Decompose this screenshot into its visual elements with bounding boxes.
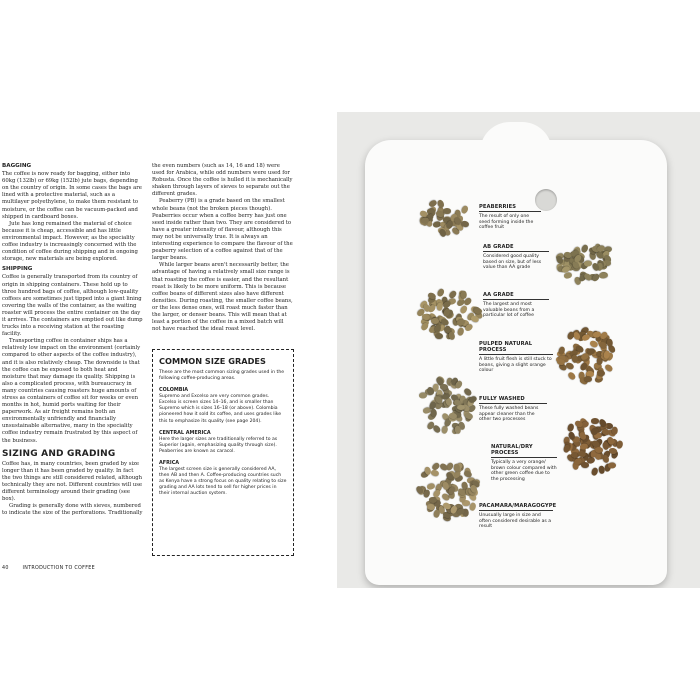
- coffee-bean: [419, 393, 427, 399]
- coffee-bean: [460, 305, 469, 315]
- bean-pile-peaberries: [417, 198, 473, 236]
- box-intro: These are the most common sizing grades used in the following coffee-producing areas.: [159, 370, 285, 382]
- board-handle: [480, 122, 552, 162]
- box-text-central-america: Here the larger sizes are traditionally referred to as Superior (again, emphasizing quality through size). Peaberries are known as caracol.: [159, 436, 278, 454]
- bean-pile-natural-dry: [559, 414, 625, 478]
- heading-bagging: BAGGING: [2, 163, 32, 169]
- coffee-bean: [470, 315, 479, 323]
- right-page-photo: [337, 112, 700, 588]
- label-desc: Considered good quality based on size, but of less value than AA grade: [483, 254, 542, 271]
- label-pulped-natural: [479, 341, 553, 374]
- label-desc: Unusually large in size and often considered desirable as a result: [479, 513, 552, 530]
- coffee-bean: [463, 469, 473, 477]
- coffee-bean: [430, 469, 439, 476]
- label-desc: The result of only one seed forming inside the coffee fruit: [479, 214, 534, 231]
- coffee-bean: [457, 405, 465, 411]
- label-pacamara: [479, 503, 557, 530]
- paragraph: Jute has long remained the material of choice because it is cheap, accessible and has little environmental impact. However, as the speciality coffee industry is increasingly concerned with the condition of coffee during shipping and in ongoing storage, new materials are being explored.: [2, 220, 138, 263]
- coffee-bean: [612, 427, 618, 435]
- text-column-2: [152, 163, 293, 333]
- label-title: FULLY WASHED: [479, 396, 547, 404]
- coffee-bean: [579, 443, 588, 450]
- coffee-bean: [581, 461, 589, 467]
- coffee-bean: [474, 307, 483, 314]
- coffee-bean: [581, 244, 589, 254]
- label-title: PULPED NATURAL PROCESS: [479, 341, 553, 355]
- coffee-bean: [608, 447, 617, 454]
- coffee-bean: [448, 331, 456, 340]
- box-heading-africa: AFRICA: [159, 459, 180, 466]
- coffee-bean: [461, 205, 469, 215]
- book-spread: [0, 112, 700, 588]
- paragraph: Coffee has, in many countries, been graded by size longer than it has been graded by quality. In fact the two things are still considered related, although technically they are not. Different countries will use different terminology around their grading (see box).: [2, 460, 143, 503]
- bean-pile-pulped-natural: [555, 327, 621, 385]
- paragraph: Peaberry (PB) is a grade based on the smallest whole beans (not the broken pieces though). Peaberries occur when a coffee berry has just one seed inside rather than two. They are considered to have a greater intensity of flavour, although this may not be universally true. It is always an interesting experience to compare the flavour of the peaberry selection of a coffee against that of the larger beans.: [152, 198, 293, 262]
- bean-pile-ab-grade: [555, 240, 619, 286]
- section-title: INTRODUCTION TO COFFEE: [22, 566, 95, 571]
- box-title: COMMON SIZE GRADES: [159, 356, 266, 366]
- paragraph: Transporting coffee in container ships has a relatively low impact on the environment (certainly compared to other aspects of the coffee industry), and it is also relatively cheap. The downside is that the coffee can be exposed to both heat and moisture that may damage its quality. Shipping is also a complicated process, with bureaucracy in many countries causing roasters huge amounts of stress as containers of coffee sit for weeks or even months in hot, humid ports waiting for their paperwork. As air freight remains both an environmentally unfriendly and financially unsustainable alternative, many in the speciality coffee industry remain frustrated by this aspect of the business.: [2, 338, 141, 444]
- coffee-bean: [443, 208, 451, 214]
- box-text-colombia: Supremo and Excelso are very common grades. Excelso is screen sizes 14–16, and is smaller than Supremo which is sizes 16–18 (or above). Colombia pioneered how it sold its coffee, and uses grades like this to emphasize its quality (see page 204).: [159, 394, 282, 424]
- coffee-bean: [440, 384, 448, 390]
- label-title: PACAMARA/MARAGOGYPE: [479, 503, 557, 509]
- coffee-bean: [566, 331, 574, 341]
- paragraph: the even numbers (such as 14, 16 and 18) were used for Arabica, while odd numbers were used for Robusta. Once the coffee is hulled it is mechanically shaken through layers of sieves to separate out the different grades.: [152, 163, 293, 198]
- text-column-1: [2, 163, 143, 518]
- coffee-bean: [431, 318, 439, 324]
- label-title: AA GRADE: [483, 292, 549, 300]
- box-text-africa: The largest screen size is generally considered AA, then AB and then A. Coffee-producing countries such as Kenya have a strong focus on quality relating to size grading and AA lots tend to sell for higher prices in their internal auction system.: [159, 466, 287, 497]
- coffee-bean: [591, 418, 599, 424]
- box-heading-colombia: COLOMBIA: [159, 387, 189, 394]
- coffee-bean: [608, 463, 616, 469]
- coffee-bean: [455, 425, 462, 434]
- label-desc: The largest and most valuable beans from a particular lot of coffee: [483, 302, 535, 319]
- coffee-bean: [591, 467, 599, 476]
- coffee-bean: [571, 354, 578, 363]
- coffee-bean: [563, 272, 572, 279]
- coffee-bean: [563, 444, 571, 453]
- coffee-bean: [567, 371, 576, 381]
- label-title: PEABERRIES: [479, 204, 541, 212]
- box-heading-central-america: CENTRAL AMERICA: [159, 429, 211, 436]
- left-page: [0, 112, 337, 588]
- coffee-bean: [604, 363, 614, 372]
- label-title: AB GRADE: [483, 244, 549, 252]
- heading-shipping: SHIPPING: [2, 266, 33, 273]
- label-aa-grade: [483, 292, 549, 319]
- coffee-bean: [596, 369, 605, 376]
- bean-pile-aa-grade: [413, 288, 483, 340]
- label-ab-grade: [483, 244, 549, 271]
- label-peaberries: [479, 204, 541, 231]
- paragraph: While larger beans aren't necessarily better, the advantage of having a relatively small size range is that roasting the coffee is easier, and the resultant roast is likely to be more uniform. This is because coffee beans of different sizes also have different densities. During roasting, the smaller coffee beans, or the less dense ones, will roast much faster than the larger, or denser beans. This will mean that at least a portion of the coffee in a mixed batch will not have reached the ideal roast level.: [152, 262, 293, 333]
- label-natural-dry: [491, 444, 557, 483]
- coffee-bean: [463, 387, 473, 397]
- coffee-bean: [616, 440, 623, 449]
- coffee-bean: [584, 261, 592, 267]
- label-fully-washed: [479, 396, 547, 423]
- coffee-bean: [470, 502, 477, 511]
- common-size-grades-box: [152, 349, 294, 556]
- label-title: NATURAL/DRY PROCESS: [491, 444, 557, 458]
- paragraph: Coffee is generally transported from its country of origin in shipping containers. These hold up to three hundred bags of coffee, although low-quality coffees are sometimes just tipped into a giant lining covering the walls of the container, as the waiting roaster will process the entire container on the day it arrives. The containers are emptied out like dump trucks into a receiving station at the roasting facility.: [2, 274, 143, 338]
- bean-pile-fully-washed: [417, 374, 479, 436]
- label-desc: A little fruit flesh is still stuck to beans, giving a slight orange colour: [479, 357, 552, 374]
- coffee-bean: [435, 333, 443, 339]
- bean-pile-pacamara: [415, 460, 483, 522]
- coffee-bean: [594, 447, 602, 453]
- paragraph: Grading is generally done with sieves, numbered to indicate the size of the perforations. Traditionally: [2, 503, 143, 517]
- label-desc: These fully washed beans appear cleaner than the other two processes: [479, 406, 539, 423]
- page-footer: [2, 566, 95, 571]
- coffee-bean: [606, 339, 612, 348]
- heading-sizing-grading: SIZING AND GRADING: [2, 448, 116, 459]
- paragraph: The coffee is now ready for bagging, either into 60kg (132lb) or 69kg (152lb) jute bags, depending on the country of origin. In some cases the bags are lined with a protective material, such as a multilayer polyethylene, to make them resistant to moisture, or the coffee can be vacuum-packed and shipped in cardboard boxes.: [2, 171, 142, 220]
- label-desc: Typically a very orange/ brown colour compared with other green coffee due to the processing: [491, 460, 557, 483]
- page-number: 40: [2, 566, 9, 571]
